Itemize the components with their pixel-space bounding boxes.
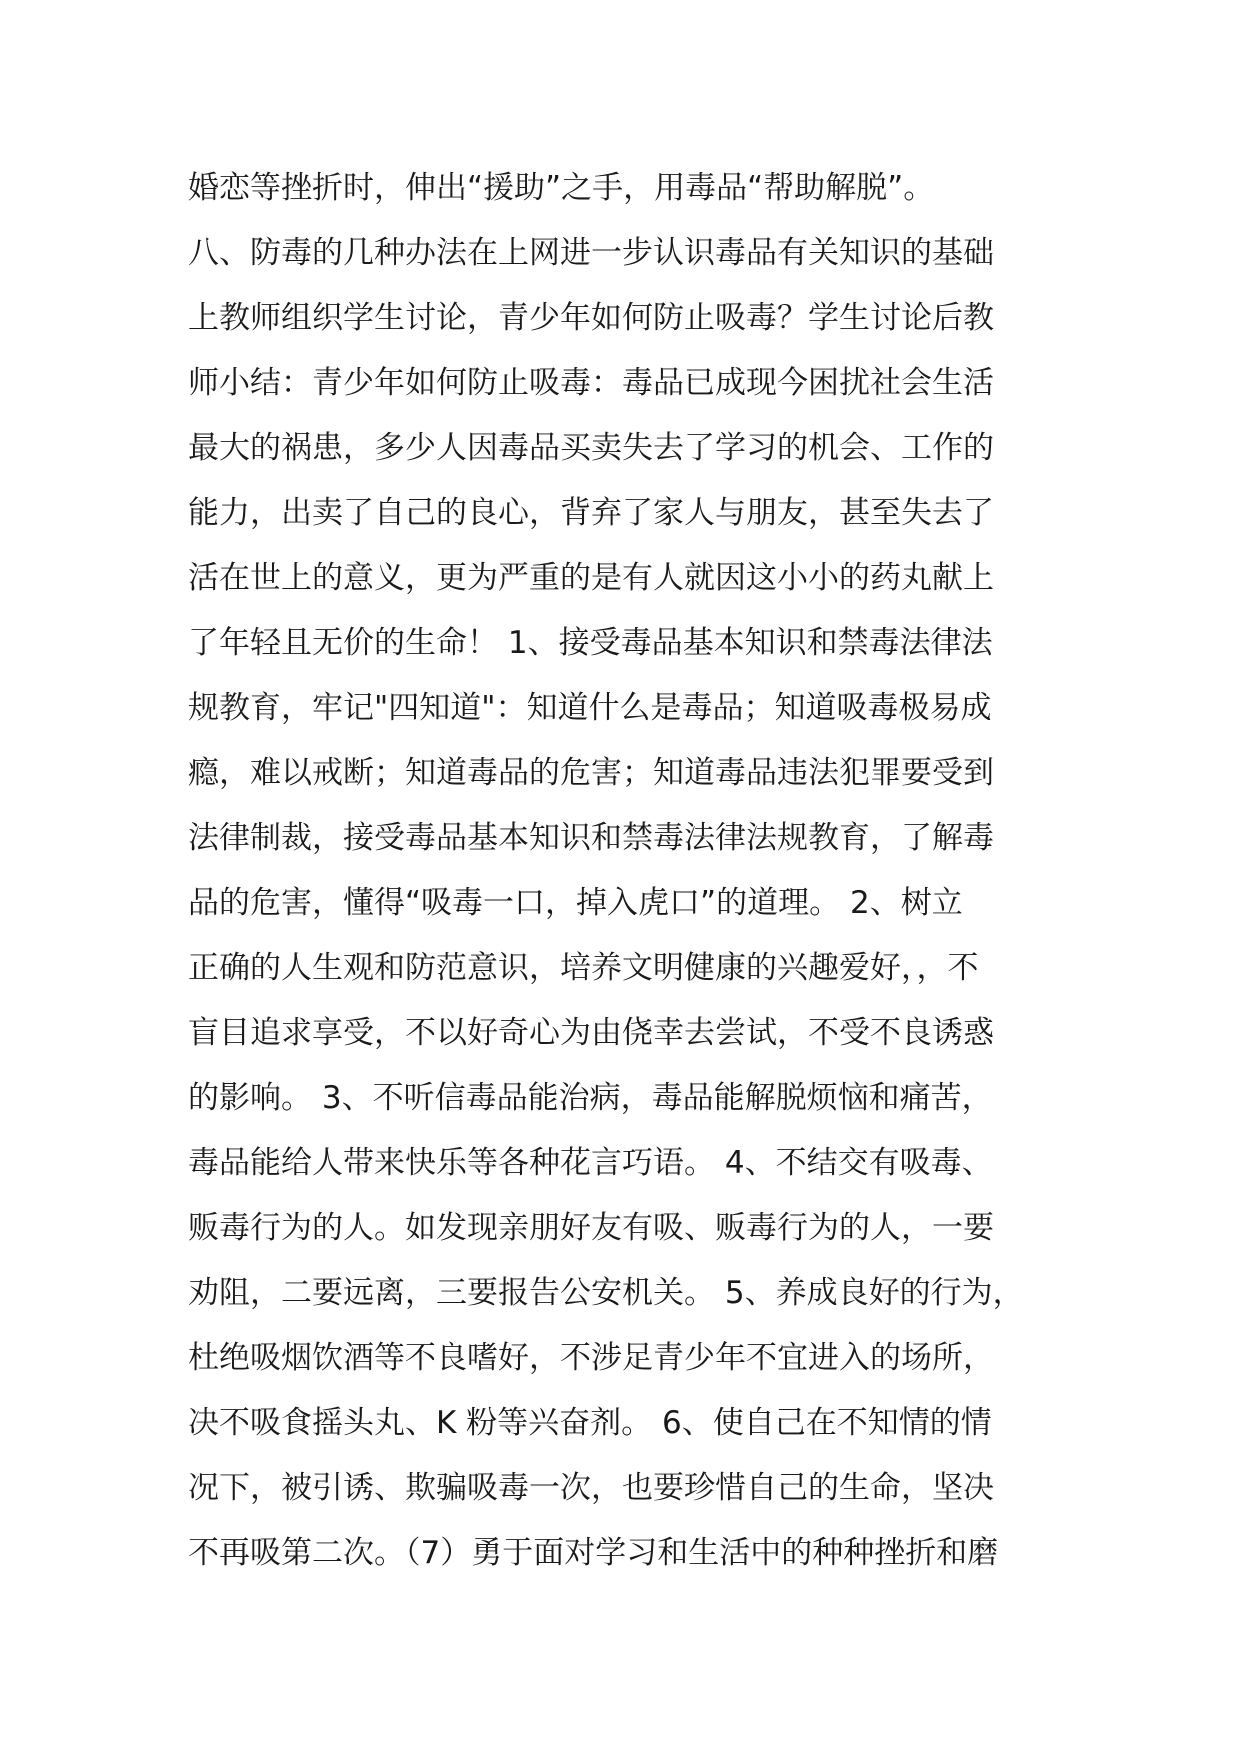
text-line: 婚恋等挫折时，伸出“援助”之手，用毒品“帮助解脱”。 xyxy=(188,170,935,206)
text-line: 毒品能给人带来快乐等各种花言巧语。 4、不结交有吸毒、 xyxy=(188,1145,993,1181)
text-line: 的影响。 3、不听信毒品能治病，毒品能解脱烦恼和痛苦， xyxy=(188,1080,993,1116)
text-line: 规教育，牢记"四知道"：知道什么是毒品；知道吸毒极易成 xyxy=(188,690,992,726)
body-text xyxy=(188,156,1068,1586)
text-line: 上教师组织学生讨论，青少年如何防止吸毒？学生讨论后教 xyxy=(188,300,994,336)
text-line: 八、防毒的几种办法在上网进一步认识毒品有关知识的基础 xyxy=(188,235,994,271)
text-line: 盲目追求享受，不以好奇心为由侥幸去尝试，不受不良诱惑 xyxy=(188,1015,994,1051)
text-line: 贩毒行为的人。如发现亲朋好友有吸、贩毒行为的人，一要 xyxy=(188,1210,994,1246)
text-line: 杜绝吸烟饮酒等不良嗜好，不涉足青少年不宜进入的场所， xyxy=(188,1340,994,1376)
text-line: 劝阻，二要远离，三要报告公安机关。 5、养成良好的行为， xyxy=(188,1275,1024,1311)
text-line: 法律制裁，接受毒品基本知识和禁毒法律法规教育，了解毒 xyxy=(188,820,994,856)
text-line: 师小结：青少年如何防止吸毒：毒品已成现今困扰社会生活 xyxy=(188,365,994,401)
text-line: 不再吸第二次。（7）勇于面对学习和生活中的种种挫折和磨 xyxy=(188,1535,999,1571)
text-line: 了年轻且无价的生命！ 1、接受毒品基本知识和禁毒法律法 xyxy=(188,625,993,661)
text-line: 正确的人生观和防范意识，培养文明健康的兴趣爱好，，不 xyxy=(188,950,979,986)
text-line: 能力，出卖了自己的良心，背弃了家人与朋友，甚至失去了 xyxy=(188,495,994,531)
text-line: 最大的祸患，多少人因毒品买卖失去了学习的机会、工作的 xyxy=(188,430,994,466)
text-line: 品的危害，懂得“吸毒一口，掉入虎口”的道理。 2、树立 xyxy=(188,885,963,921)
text-line: 瘾，难以戒断；知道毒品的危害；知道毒品违法犯罪要受到 xyxy=(188,755,994,791)
text-line: 活在世上的意义，更为严重的是有人就因这小小的药丸献上 xyxy=(188,560,994,596)
text-line: 况下，被引诱、欺骗吸毒一次，也要珍惜自己的生命，坚决 xyxy=(188,1470,994,1506)
text-line: 决不吸食摇头丸、K 粉等兴奋剂。 6、使自己在不知情的情 xyxy=(188,1405,992,1441)
